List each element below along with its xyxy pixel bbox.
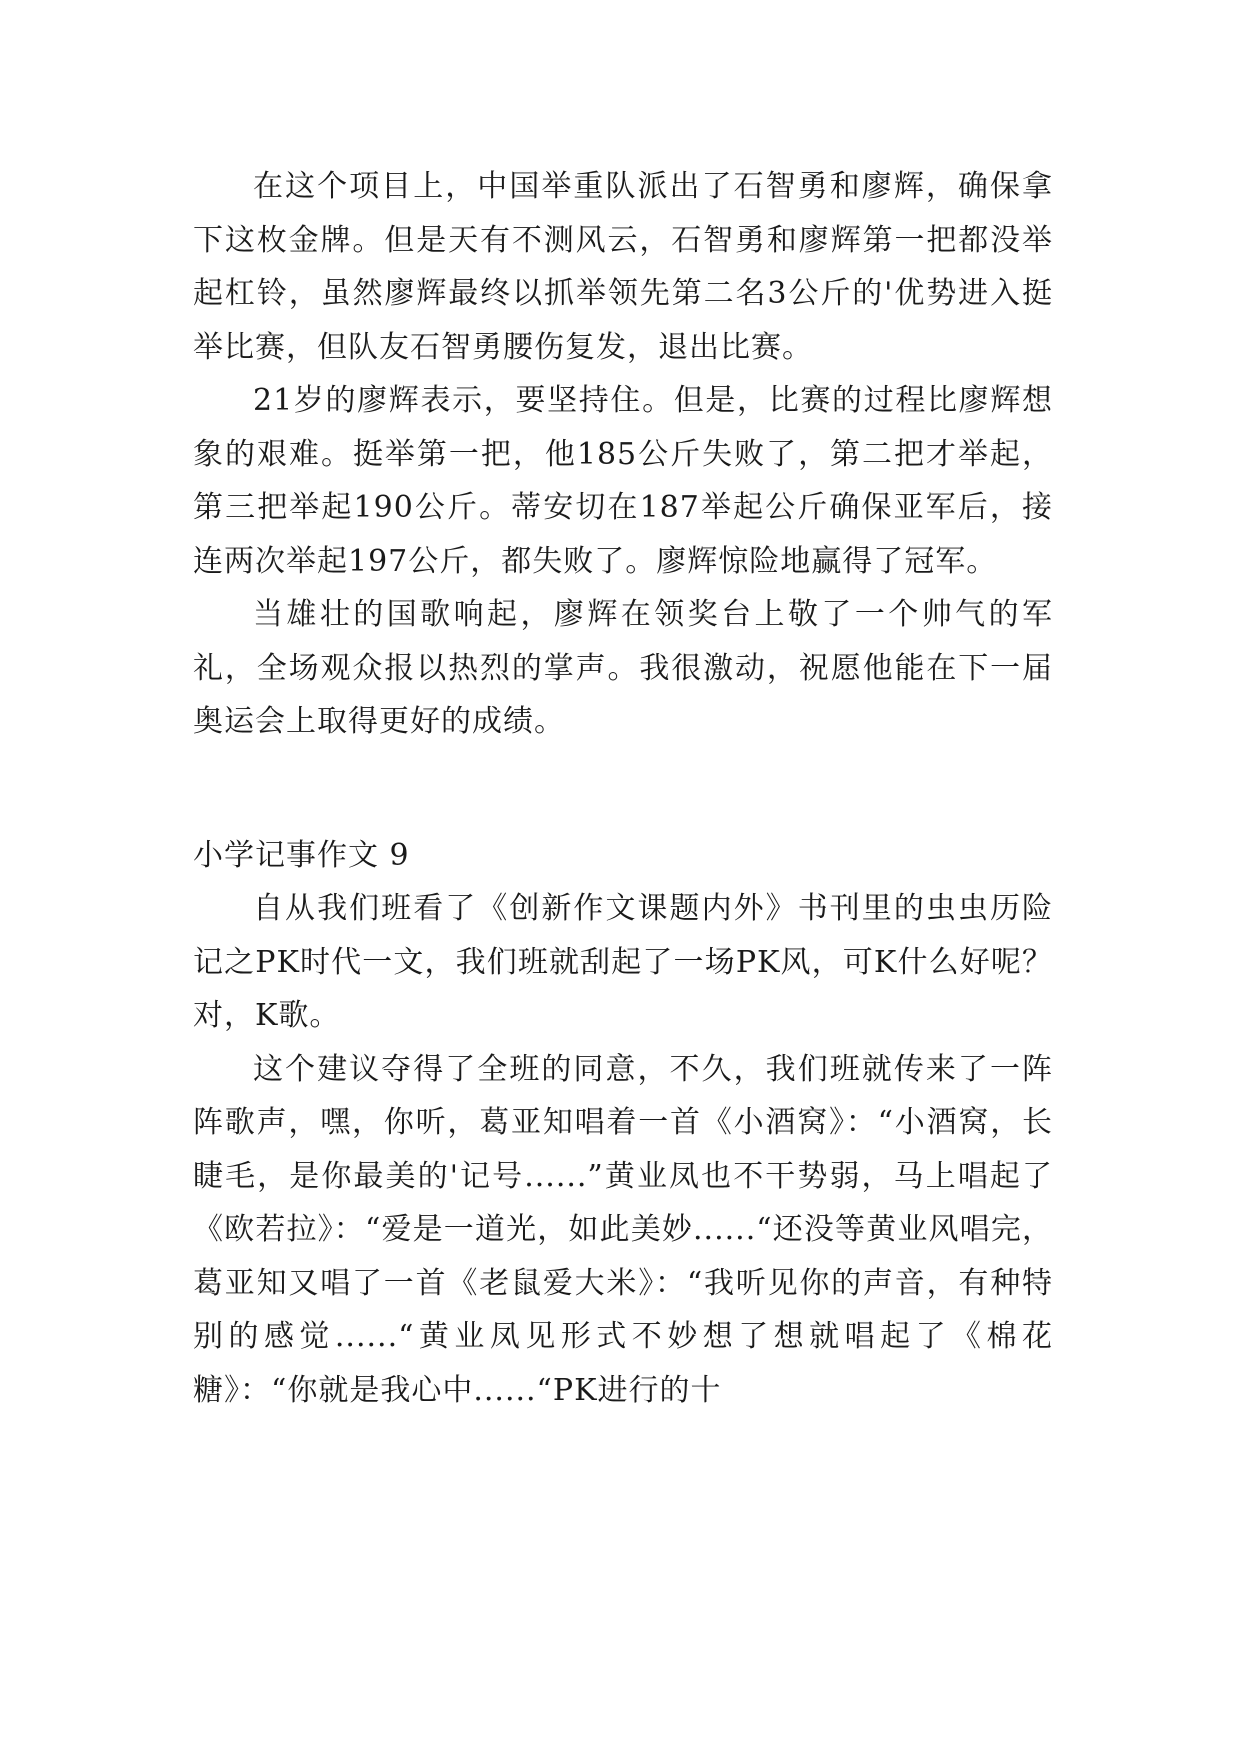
document-page [193,160,1053,1417]
section-title: 小学记事作文 9 [193,837,410,873]
paragraph-pk-songs: 这个建议夺得了全班的同意，不久，我们班就传来了一阵阵歌声，嘿，你听，葛亚知唱着一首《小酒窝》：“小酒窝，长睫毛，是你最美的'记号......”黄业凤也不干势弱，马上唱起了《欧若拉》：“爱是一道光，如此美妙......“还没等黄业风唱完，葛亚知又唱了一首《老鼠爱大米》：“我听见你的声音，有种特别的感觉......“黄业凤见形式不妙想了想就唱起了《棉花糖》：“你就是我心中......“PK进行的十 [193,1051,1053,1408]
paragraph-pk-intro: 自从我们班看了《创新作文课题内外》书刊里的虫虫历险记之PK时代一文，我们班就刮起了一场PK风，可K什么好呢？对，K歌。 [193,891,1053,1033]
paragraph-weightlifting-match: 21岁的廖辉表示，要坚持住。但是，比赛的过程比廖辉想象的艰难。挺举第一把，他185公斤失败了，第二把才举起，第三把举起190公斤。蒂安切在187举起公斤确保亚军后，接连两次举起197公斤，都失败了。廖辉惊险地赢得了冠军。 [193,383,1053,579]
paragraph-weightlifting-ceremony: 当雄壮的国歌响起，廖辉在领奖台上敬了一个帅气的军礼，全场观众报以热烈的掌声。我很激动，祝愿他能在下一届奥运会上取得更好的成绩。 [193,597,1053,739]
paragraph-weightlifting-intro: 在这个项目上，中国举重队派出了石智勇和廖辉，确保拿下这枚金牌。但是天有不测风云，石智勇和廖辉第一把都没举起杠铃，虽然廖辉最终以抓举领先第二名3公斤的'优势进入挺举比赛，但队友石智勇腰伤复发，退出比赛。 [193,169,1053,365]
